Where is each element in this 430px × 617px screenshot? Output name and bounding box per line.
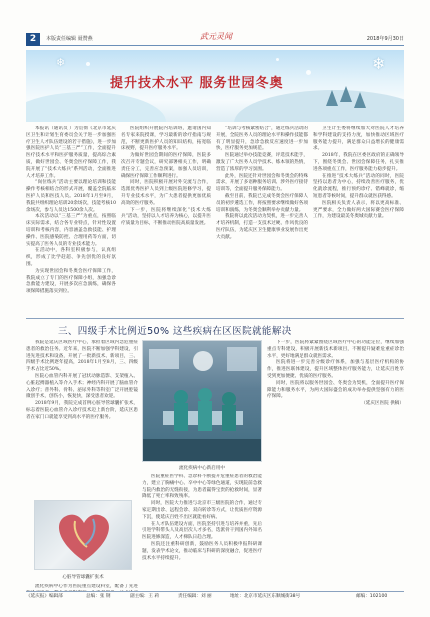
article-paragraph: 医院相关负责人表示，将以更高标准、更严要求，全力做好两大国际赛会医疗保障工作，为建设最美冬奥城贡献力量。: [313, 200, 404, 220]
footer-address: 地址：北京市延庆区东顺城街38号: [230, 594, 301, 599]
footer-postcode: 邮编：102100: [356, 594, 388, 599]
photo-operating-room: [142, 340, 262, 462]
snow-hill: [26, 92, 166, 122]
article-paragraph: 我院将以此次活动为契机，进一步完善人才培养机制，打造一支技术过硬、作风优良的医疗队伍，为延庆区卫生健康事业发展作出更大贡献。: [216, 214, 308, 240]
article-column-4: [313, 126, 404, 316]
article-paragraph: 下一步，医院将继续深化“技术大练兵”活动，坚持以人才培养为核心，以提升医疗质量为目标，不断推动医院高质量发展。: [121, 207, 211, 227]
article-paragraph: 流化疾病中心作为医院重点建设科室，配备了先进: [35, 584, 138, 589]
publication-date: 2018年9月30日: [366, 36, 404, 42]
article-paragraph: “岗位练兵”活动主要以理论培训和技能操作考核相结合的形式开展，覆盖全院临床医护人员和医技人员。2018年1月至9月，我院共组织理论培训20余场次，技能考核10余场次，参与人员达1500余人次。: [26, 180, 116, 213]
lower-column-2: [142, 474, 262, 592]
article-paragraph: 本报讯（通讯员 ）为贯彻《北京市延庆区卫生和计划生育委员会关于进一步加强医疗卫生人才队伍建设的若干措施》，进一步加强医院医护人员“三基三严”工作，全面提升医疗技术水平和医护服务质量，提高综合素质，做好世园会、冬奥会医疗保障工作，我院开展了“技术大练兵”系列活动，全面推进人才培养工作。: [26, 126, 116, 179]
article-paragraph: 同时，医院积极开展对外交流与合作，选派优秀医护人员到上级医院进修学习，提升专业技术水平，为广大患者提供更加优质高效的医疗服务。: [121, 180, 211, 206]
operating-room-illustration: [143, 341, 262, 462]
lower-column-3: [267, 340, 404, 592]
snow-dot: [276, 58, 279, 61]
article-paragraph: 卫生计生委将继续加大对医院人才培养和学科建设的支持力度，加快推动区域医疗服务能力提升，满足群众日益增长的健康需求。: [313, 126, 404, 152]
article-paragraph: 医院心血管内科开展了冠状动脉造影、支架植入、心脏起搏器植入等介入手术；神经内科开展了脑血管介入诊疗；普外科、骨科、泌尿外科等科室广泛开展腔镜微创手术，创伤小，恢复快，深受患者欢迎。: [26, 373, 138, 400]
photo-heart-procedure: [34, 500, 132, 570]
footer-deputy-editor: 副主编：王 莉: [130, 594, 160, 599]
article-paragraph: 医院通过举办技能竞赛，评选技术能手，激发了广大医务人员学技术、练本领的热情，营造了浓厚的学习氛围。: [216, 153, 308, 172]
pine-tree-icon: [340, 86, 352, 102]
photo-left-caption: 心脏导管球囊扩张术: [62, 575, 104, 580]
article-paragraph: 2018年9月，我院完成首例心脏导管球囊扩张术，标志着医院心血管介入诊疗技术迈上新台阶，延庆区患者在家门口就能享受到高水平的医疗服务。: [26, 401, 138, 420]
article-paragraph: 我院是延庆区域医疗中心，承担着区域内急危重症患者的救治任务。近年来，医院不断加强学科建设，引进先进技术和设备，开展了一批新技术、新项目，三、四级手术比例逐年提高，2018年1月至8月，三、四级手术占比近50%。: [26, 340, 138, 373]
snow-hill: [234, 90, 404, 122]
article-paragraph: 在活动中，各科室积极参与，认真组织，形成了比学赶超、争先创优的良好氛围。: [26, 248, 116, 267]
heart-model-illustration: [35, 501, 132, 570]
article-paragraph: 医院将进一步完善分级诊疗体系，加强与基层医疗机构的协作，推进医联体建设，提升区域整体医疗服务能力，让延庆百姓享受到更加便捷、优质的医疗服务。: [267, 360, 404, 379]
article-paragraph: “培训与考核紧密结合”，通过练兵活动的开展，全院医务人员的理论水平和操作技能都有了明显提升，急诊急救反应速度进一步加快，医疗服务更加规范。: [216, 126, 308, 152]
snow-dot: [86, 62, 90, 66]
pine-tree-icon: [354, 92, 366, 108]
article-paragraph: 本次活动以“三基三严”为重点，按照临床实际需求，结合各专业特点，针对性设置培训和考核内容，内容涵盖急救技能、护理操作、医院感染防控、合理用药等方面，切实提高了医务人员的专业技术能力。: [26, 214, 116, 247]
photo-center-caption: 流化疾病中心新启用中: [179, 466, 225, 471]
footer-responsible-editor: 责任编辑：刘 丽: [178, 594, 212, 599]
footer-publisher: 《延庆报》编辑部: [26, 594, 63, 599]
article-paragraph: 同时，医院将以服务世园会、冬奥会为契机，全面提升医疗保障能力和服务水平，为两大国际盛会的成功举办提供坚强有力的医疗保障。: [267, 380, 404, 400]
article-banner: [26, 50, 404, 122]
snowflake-icon: ❄: [372, 54, 386, 73]
snow-dot: [306, 70, 311, 75]
article-paragraph: 为实现世园会和冬奥会医疗保障工作，我院成立了专门的医疗保障小组，加强急诊急救能力建设，开展多次应急演练，确保各项保障措施落实到位。: [26, 268, 116, 295]
article-column-1: [26, 126, 116, 316]
article-signature: （延庆区医院 供稿）: [361, 401, 404, 407]
banner-title: 提升技术水平 服务世园冬奥: [110, 76, 284, 91]
footer-chief-editor: 总编：张 钢: [86, 594, 111, 599]
article-paragraph: 2018年，我院在区委区政府的正确领导下，围绕冬奥会、世园会保障任务，扎实推进各项重点工作，医疗服务能力稳步提升。: [313, 153, 404, 172]
article-paragraph: 医院重症医学科、急诊科不断提升危重症患者的救治能力，建立了胸痛中心、卒中中心等绿色通道，实现院前急救与院内救治的无缝衔接，为患者赢得宝贵的抢救时间，显著降低了死亡率和致残率。: [142, 474, 262, 500]
article-paragraph: 在人才队伍建设方面，医院坚持引进与培养并重，先后引进学科带头人及高层次人才多名，选派骨干到国内外知名医院进修深造，人才梯队日趋合理。: [142, 521, 262, 541]
lower-column-1: [26, 340, 138, 498]
footer-divider: [26, 591, 404, 592]
section-editor: 本版责任编辑 聂赞燕: [46, 36, 93, 42]
article-paragraph: 同时，医院大力推进与北京市三级医院的合作，通过专家定期出诊、远程会诊、双向转诊等方式，让优质医疗资源下沉，使延庆百姓不出区就能看好病。: [142, 501, 262, 520]
article-paragraph: 医院还注重科研创新，鼓励医务人员积极申报科研课题，发表学术论文，推动临床与科研的深度融合，促进医疗技术水平持续提升。: [142, 541, 262, 561]
page-header: [26, 34, 404, 46]
section-heading: 三、四级手术比例近50% 这些疾病在区医院就能解决: [58, 326, 292, 337]
article-paragraph: 为做好世园会期间的医疗保障，医院多次召开专题会议，研究部署相关工作，明确责任分工，完善应急预案，加强人员培训，确保医疗保障工作顺利进行。: [121, 153, 211, 179]
page-footer: [26, 593, 404, 601]
section-divider: [26, 318, 404, 319]
article-paragraph: 在推进“技术大练兵”活动的同时，医院坚持以患者为中心，持续改善医疗服务，优化就诊流程，推行预约诊疗、错峰就诊，缩短患者等候时间，提升群众就医获得感。: [313, 173, 404, 199]
masthead-title: 武元灵闻: [200, 32, 232, 41]
article-paragraph: 下一步，医院将紧紧围绕区域医疗中心的功能定位，继续加强重点专科建设，积极开展新技术新项目，不断提升疑难危重症诊治水平，更好地满足群众就医需求。: [267, 340, 404, 359]
article-paragraph: 此外，医院还针对世园会和冬奥会的特殊需求，开展了多语种服务培训、涉外医疗接待培训等，全面提升服务保障能力。: [216, 173, 308, 193]
snowflake-icon: ❄: [56, 56, 66, 69]
page-number: 2: [26, 33, 40, 46]
pine-tree-icon: [326, 90, 338, 106]
article-column-2: [121, 126, 211, 316]
article-column-3: [216, 126, 308, 316]
article-paragraph: 医院组织开展院内培训班，邀请国内知名专家来院授课，学习最新的诊疗指南与规范，不断更新医护人员的知识结构，拓宽临床视野，提升医疗服务水平。: [121, 126, 211, 152]
article-paragraph: 截至目前，我院已完成冬奥会医疗保障人员的初步遴选工作，将按照要求继续做好各项培训和演练，为冬奥会顺利举办贡献力量。: [216, 193, 308, 213]
